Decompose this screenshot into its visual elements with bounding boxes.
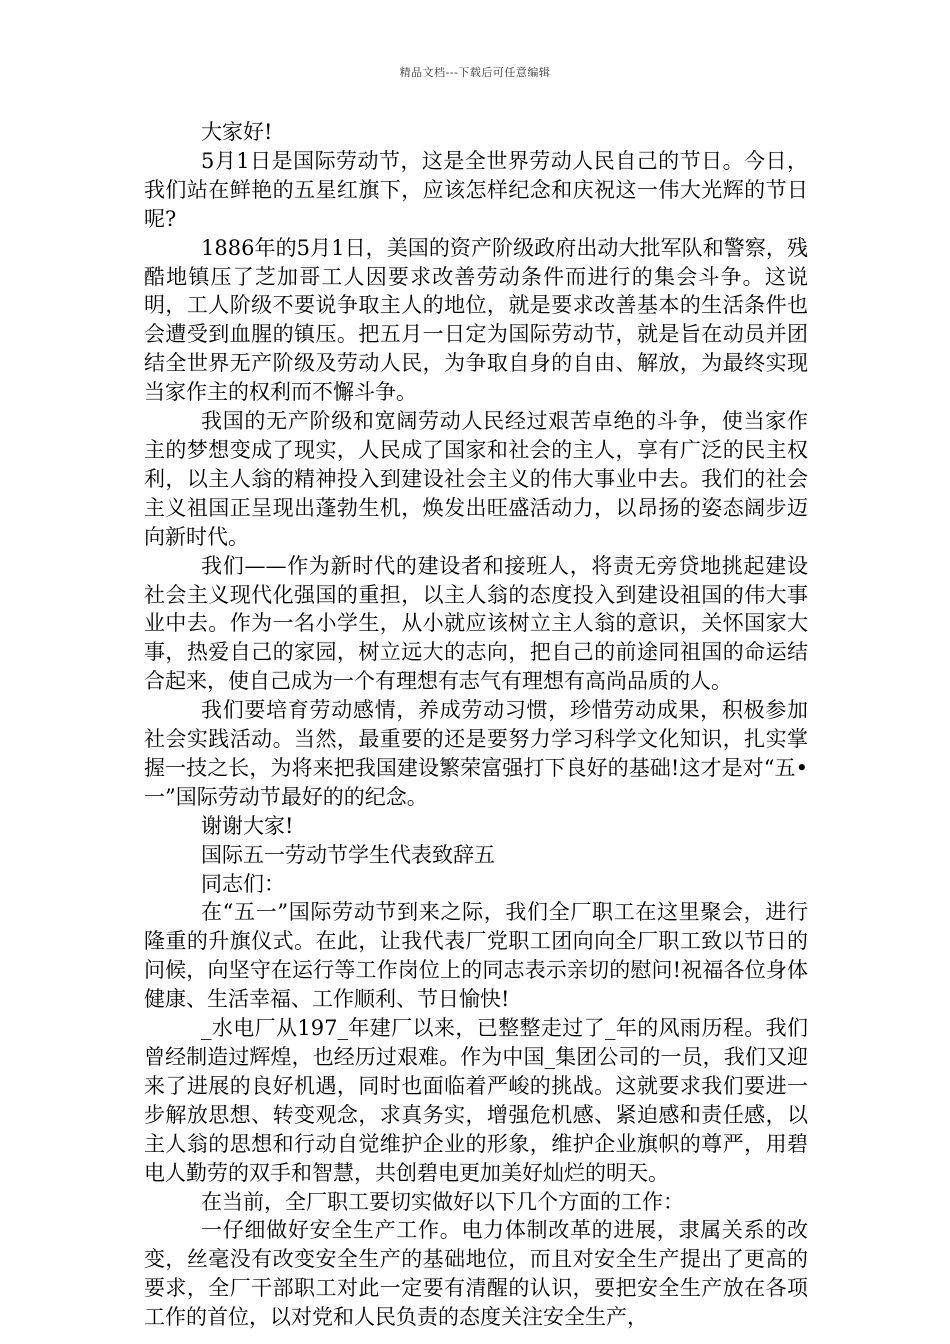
paragraph-thanks: 谢谢大家!: [201, 813, 294, 838]
paragraph-greeting: 大家好!: [201, 120, 273, 144]
paragraph: 我们要培育劳动感情，养成劳动习惯，珍惜劳动成果，积极参加社会实践活动。当然，最重要的还是要努力学习科学文化知识，扎实掌握一技之长，为将来把我国建设繁荣富强打下良好的基础!这才是对“五•一”国际劳动节最好的的纪念。: [144, 698, 808, 809]
paragraph: 5月1日是国际劳动节，这是全世界劳动人民自己的节日。今日，我们站在鲜艳的五星红旗下，应该怎样纪念和庆祝这一伟大光辉的节日呢?: [144, 148, 808, 231]
paragraph: 在“五一”国际劳动节到来之际，我们全厂职工在这里聚会，进行隆重的升旗仪式。在此，让我代表厂党职工团向向全厂职工致以节日的问候，向坚守在运行等工作岗位上的同志表示亲切的慰问!祝福各位身体健康、生活幸福、工作顺利、节日愉快!: [144, 900, 808, 1012]
paragraph-salutation: 同志们：: [201, 871, 285, 896]
paragraph: 我们——作为新时代的建设者和接班人，将责无旁贷地挑起建设社会主义现代化强国的重担，以主人翁的态度投入到建设祖国的伟大事业中去。作为一名小学生，从小就应该树立主人翁的意识，关怀国家大事，热爱自己的家园，树立远大的志向，把自己的前途同祖国的命运结合起来，使自己成为一个有理想有志气有理想有高尚品质的人。: [144, 553, 808, 694]
section-title: 国际五一劳动节学生代表致辞五: [201, 842, 495, 867]
document-body: [144, 118, 808, 1332]
paragraph: 一仔细做好安全生产工作。电力体制改革的进展，隶属关系的改变，丝毫没有改变安全生产的基础地位，而且对安全生产提出了更高的要求，全厂干部职工对此一定要有清醒的认识，要把安全生产放在各项工作的首位，以对党和人民负责的态度关注安全生产，: [144, 1218, 808, 1330]
paragraph: 在当前，全厂职工要切实做好以下几个方面的工作：: [201, 1189, 684, 1214]
paragraph: 我国的无产阶级和宽阔劳动人民经过艰苦卓绝的斗争，使当家作主的梦想变成了现实，人民成了国家和社会的主人，享有广泛的民主权利，以主人翁的精神投入到建设社会主义的伟大事业中去。我们的社会主义祖国正呈现出蓬勃生机，焕发出旺盛活动力，以昂扬的姿态阔步迈向新时代。: [144, 409, 808, 549]
paragraph: _水电厂从197_年建厂以来，已整整走过了_年的风雨历程。我们曾经制造过辉煌，也经历过艰难。作为中国_集团公司的一员，我们又迎来了进展的良好机遇，同时也面临着严峻的挑战。这就要求我们要进一步解放思想、转变观念，求真务实，增强危机感、紧迫感和责任感，以主人翁的思想和行动自觉维护企业的形象，维护企业旗帜的尊严，用碧电人勤劳的双手和智慧，共创碧电更加美好灿烂的明天。: [144, 1016, 808, 1185]
paragraph: 1886年的5月1日，美国的资产阶级政府出动大批军队和警察，残酷地镇压了芝加哥工人因要求改善劳动条件而进行的集会斗争。这说明，工人阶级不要说争取主人的地位，就是要求改善基本的生活条件也会遭受到血腥的镇压。把五月一日定为国际劳动节，就是旨在动员并团结全世界无产阶级及劳动人民，为争取自身的自由、解放，为最终实现当家作主的权利而不懈斗争。: [144, 235, 808, 405]
page-header: 精品文档---下载后可任意编辑: [399, 66, 551, 79]
